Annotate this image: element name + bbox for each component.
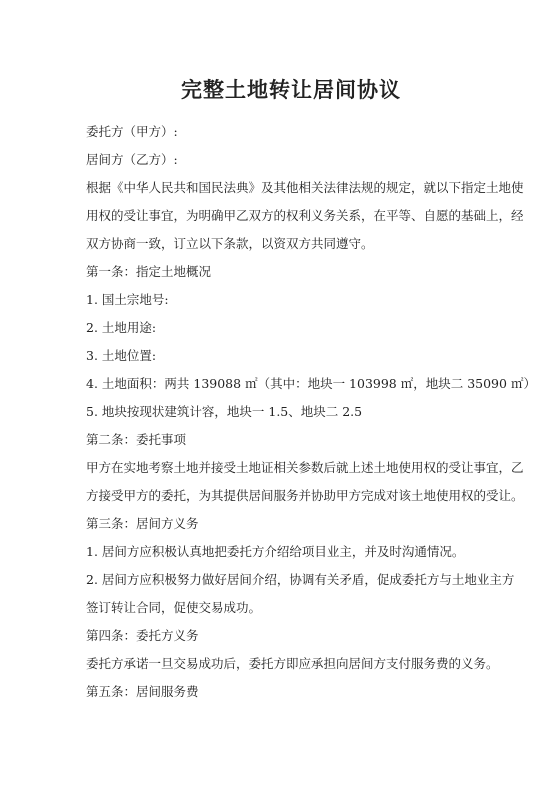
article-3-item-2-line-2: 签订转让合同，促使交易成功。 xyxy=(86,600,262,615)
article-1-heading: 第一条：指定土地概况 xyxy=(86,264,212,279)
preamble-line-3: 双方协商一致，订立以下条款，以资双方共同遵守。 xyxy=(86,236,374,251)
article-2-heading: 第二条：委托事项 xyxy=(86,432,187,447)
preamble-line-1: 根据《中华人民共和国民法典》及其他相关法律法规的规定，就以下指定土地使 xyxy=(86,180,524,195)
article-5-heading: 第五条：居间服务费 xyxy=(86,684,199,699)
party-a-line: 委托方（甲方）: xyxy=(86,124,178,139)
article-2-line-1: 甲方在实地考察土地并接受土地证相关参数后就上述土地使用权的受让事宜，乙 xyxy=(86,460,524,475)
article-2-line-2: 方接受甲方的委托，为其提供居间服务并协助甲方完成对该土地使用权的受让。 xyxy=(86,488,524,503)
article-1-item-1: 1. 国土宗地号: xyxy=(86,292,169,307)
article-1-item-2: 2. 土地用途: xyxy=(86,320,157,335)
article-4-heading: 第四条：委托方义务 xyxy=(86,628,199,643)
article-4-line-1: 委托方承诺一旦交易成功后，委托方即应承担向居间方支付服务费的义务。 xyxy=(86,656,499,671)
article-1-item-5: 5. 地块按现状建筑计容，地块一 1.5、地块二 2.5 xyxy=(86,404,363,419)
article-3-heading: 第三条：居间方义务 xyxy=(86,516,199,531)
article-1-item-4: 4. 土地面积：两共 139088 ㎡（其中：地块一 103998 ㎡，地块二 35090 ㎡） xyxy=(86,376,536,391)
article-1-item-3: 3. 土地位置: xyxy=(86,348,157,363)
preamble-line-2: 用权的受让事宜，为明确甲乙双方的权利义务关系，在平等、自愿的基础上，经 xyxy=(86,208,524,223)
article-3-item-2-line-1: 2. 居间方应积极努力做好居间介绍，协调有关矛盾，促成委托方与土地业主方 xyxy=(86,572,515,587)
article-3-item-1: 1. 居间方应积极认真地把委托方介绍给项目业主，并及时沟通情况。 xyxy=(86,544,465,559)
document-title: 完整土地转让居间协议 xyxy=(181,77,401,102)
party-b-line: 居间方（乙方）: xyxy=(86,152,178,167)
